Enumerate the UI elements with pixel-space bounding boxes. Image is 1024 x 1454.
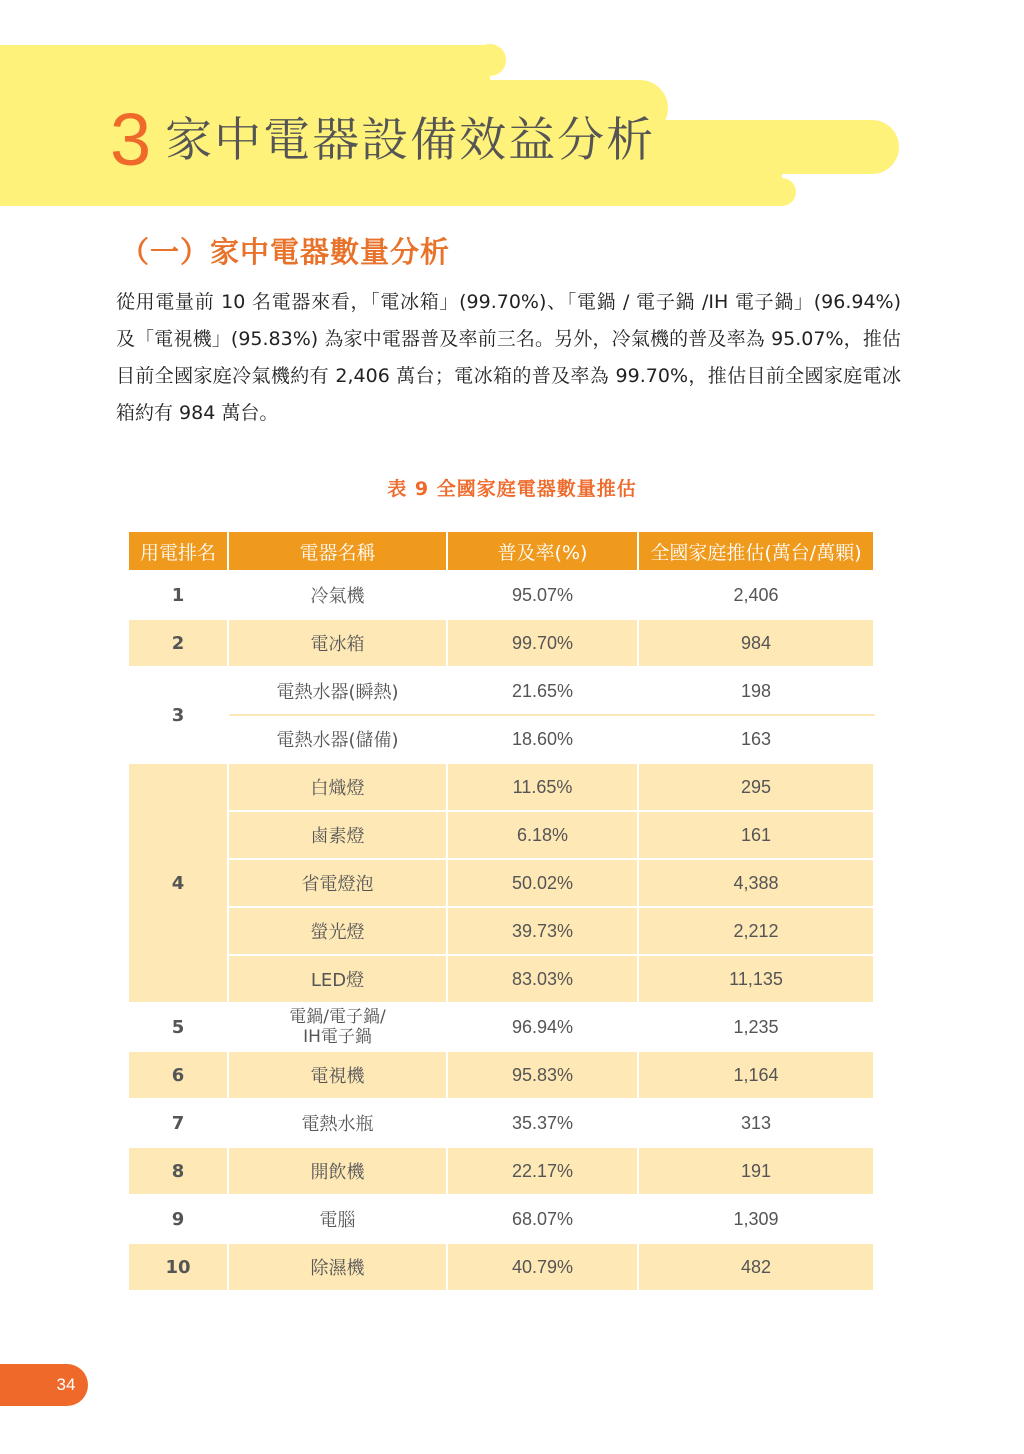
table-row [128,811,874,859]
appliance-name: 白熾燈 [228,763,447,811]
header-estimate: 全國家庭推估(萬台/萬顆) [638,531,874,571]
rate-cell: 22.17% [447,1147,638,1195]
rank-cell: 6 [128,1051,228,1099]
rate-cell: 35.37% [447,1099,638,1147]
rate-cell: 21.65% [447,667,638,715]
appliance-name-line1: 電鍋/電子鍋/ [289,1007,386,1027]
chapter-heading: 家中電器設備效益分析 [165,112,656,168]
appliance-name: LED燈 [228,955,447,1003]
rank-cell: 8 [128,1147,228,1195]
rate-cell: 18.60% [447,715,638,763]
estimate-cell: 163 [638,715,874,763]
header-appliance: 電器名稱 [228,531,447,571]
appliance-name: 冷氣機 [228,571,447,619]
table-row [128,1195,874,1243]
estimate-cell: 1,235 [638,1003,874,1051]
chapter-title [110,95,655,185]
appliance-name: 電熱水器(儲備) [228,715,447,763]
estimate-cell: 482 [638,1243,874,1291]
estimate-cell: 191 [638,1147,874,1195]
table-row [128,955,874,1003]
appliance-name: 開飲機 [228,1147,447,1195]
rank-cell: 5 [128,1003,228,1051]
table-row [128,715,874,763]
rate-cell: 11.65% [447,763,638,811]
estimate-cell: 984 [638,619,874,667]
table-row [128,1099,874,1147]
appliance-name: 電熱水器(瞬熱) [228,667,447,715]
table-row [128,1003,874,1051]
header-rate: 普及率(%) [447,531,638,571]
rate-cell: 83.03% [447,955,638,1003]
appliance-name: 省電燈泡 [228,859,447,907]
page-number: 34 [0,1364,88,1406]
rank-cell: 3 [128,667,228,763]
rank-cell: 4 [128,763,228,1003]
header-rank: 用電排名 [128,531,228,571]
table-row [128,619,874,667]
rate-cell: 50.02% [447,859,638,907]
estimate-cell: 161 [638,811,874,859]
appliance-name: 電腦 [228,1195,447,1243]
rank-cell: 10 [128,1243,228,1291]
appliance-name: 電視機 [228,1051,447,1099]
intro-paragraph: 從用電量前 10 名電器來看，「電冰箱」(99.70%)、「電鍋 / 電子鍋 /IH 電子鍋」(96.94%) 及「電視機」(95.83%) 為家中電器普及率前三名。另外，冷氣機的普及率為 95.07%，推估目前全國家庭冷氣機約有 2,406 萬台；電冰箱的普及率為 99.70%，推估目前全國家庭電冰箱約有 984 萬台。 [116,291,901,424]
table-row [128,667,874,715]
estimate-cell: 11,135 [638,955,874,1003]
table-caption: 表 9 全國家庭電器數量推估 [387,478,637,500]
appliance-name-line2: IH電子鍋 [303,1027,372,1047]
estimate-cell: 313 [638,1099,874,1147]
table-row [128,1051,874,1099]
table-row [128,1243,874,1291]
estimate-cell: 198 [638,667,874,715]
rank-cell: 7 [128,1099,228,1147]
rank-cell: 2 [128,619,228,667]
rate-cell: 40.79% [447,1243,638,1291]
section-title: （一）家中電器數量分析 [120,235,451,269]
appliance-name: 螢光燈 [228,907,447,955]
rate-cell: 99.70% [447,619,638,667]
rate-cell: 95.83% [447,1051,638,1099]
table-row [128,907,874,955]
estimate-cell: 2,406 [638,571,874,619]
estimate-cell: 2,212 [638,907,874,955]
appliance-name [228,1003,447,1051]
table-row [128,859,874,907]
estimate-cell: 1,164 [638,1051,874,1099]
rank-cell: 9 [128,1195,228,1243]
appliance-name: 除濕機 [228,1243,447,1291]
estimate-cell: 4,388 [638,859,874,907]
table-row [128,763,874,811]
estimate-cell: 295 [638,763,874,811]
table-row [128,1147,874,1195]
appliance-name: 電熱水瓶 [228,1099,447,1147]
rate-cell: 96.94% [447,1003,638,1051]
rank-cell: 1 [128,571,228,619]
estimate-cell: 1,309 [638,1195,874,1243]
appliance-table [127,530,875,1292]
rate-cell: 39.73% [447,907,638,955]
rate-cell: 95.07% [447,571,638,619]
rate-cell: 6.18% [447,811,638,859]
table-row [128,571,874,619]
appliance-name: 鹵素燈 [228,811,447,859]
chapter-number: 3 [110,98,152,181]
appliance-name: 電冰箱 [228,619,447,667]
rate-cell: 68.07% [447,1195,638,1243]
table-header-row [128,531,874,571]
